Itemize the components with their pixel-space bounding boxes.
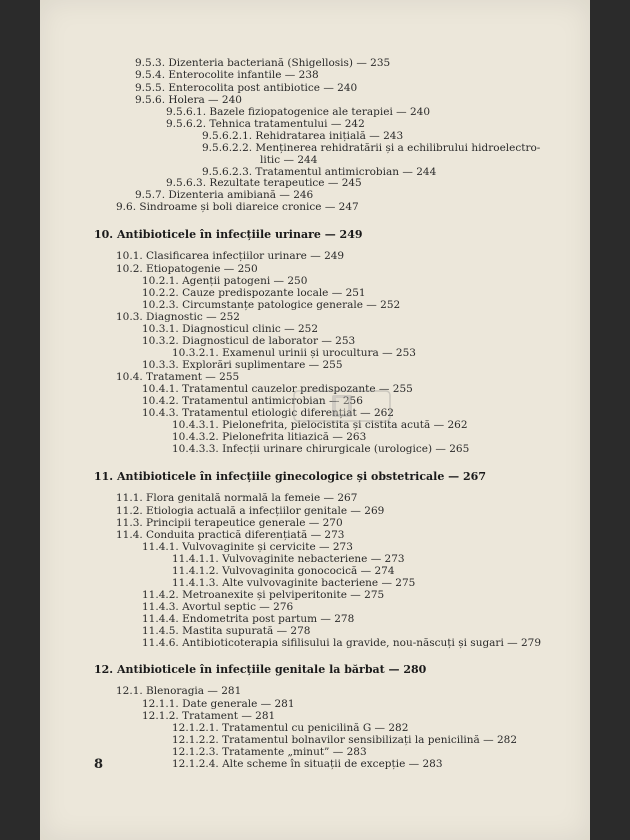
chapter-heading: 11. Antibioticele în infecțiile ginecologice și obstetricale — 267 — [94, 470, 486, 483]
toc-entry: 9.5.6. Holera — 240 — [135, 94, 242, 106]
toc-entry: 9.5.6.3. Rezultate terapeutice — 245 — [166, 177, 362, 189]
toc-entry: 10.4.3.1. Pielonefrita, pielocistita și cistita acută — 262 — [172, 419, 468, 431]
toc-entry: 10.3.3. Explorări suplimentare — 255 — [142, 359, 343, 371]
toc-entry: 9.5.4. Enterocolite infantile — 238 — [135, 69, 319, 81]
toc-entry: 10.1. Clasificarea infecțiilor urinare — 249 — [116, 250, 345, 262]
toc-entry: 10.4.3.2. Pielonefrita litiazică — 263 — [172, 431, 367, 443]
toc-entry: 10.2.2. Cauze predispozante locale — 251 — [142, 287, 366, 299]
toc-entry: 11.4.1.2. Vulvovaginita gonococică — 274 — [172, 565, 395, 577]
toc-entry: 12.1. Blenoragia — 281 — [116, 685, 242, 697]
chapter-heading: 12. Antibioticele în infecțiile genitale la bărbat — 280 — [94, 663, 427, 676]
toc-entry: 10.4.1. Tratamentul cauzelor predispozante — 255 — [142, 383, 413, 395]
toc-entry: 10.3.1. Diagnosticul clinic — 252 — [142, 323, 319, 335]
toc-entry: 9.5.6.2.3. Tratamentul antimicrobian — 244 — [202, 166, 437, 178]
toc-entry: 11.3. Principii terapeutice generale — 270 — [116, 517, 343, 529]
toc-entry: 9.5.6.1. Bazele fiziopatogenice ale terapiei — 240 — [166, 106, 431, 118]
toc-entry: 12.1.2. Tratament — 281 — [142, 710, 276, 722]
toc-entry: 10.3.2.1. Examenul urinii și urocultura — 253 — [172, 347, 416, 359]
toc-entry: 9.5.6.2. Tehnica tratamentului — 242 — [166, 118, 365, 130]
toc-entry: 10.2.1. Agenții patogeni — 250 — [142, 275, 308, 287]
toc-entry: 11.4.2. Metroanexite și pelviperitonite — 275 — [142, 589, 385, 601]
toc-entry: 11.2. Etiologia actuală a infecțiilor genitale — 269 — [116, 505, 385, 517]
toc-entry: 10.4.3. Tratamentul etiologic diferențiat — 262 — [142, 407, 394, 419]
toc-entry: 9.5.7. Dizenteria amibiană — 246 — [135, 189, 314, 201]
toc-entry: 12.1.2.3. Tratamente „minut” — 283 — [172, 746, 367, 758]
toc-entry: 10.2.3. Circumstanțe patologice generale — 252 — [142, 299, 401, 311]
toc-entry: 11.4.3. Avortul septic — 276 — [142, 601, 294, 613]
toc-entry: 11.4.6. Antibioticoterapia sifilisului la gravide, nou-născuți și sugari — 279 — [142, 637, 542, 649]
toc-entry: 10.4.2. Tratamentul antimicrobian — 256 — [142, 395, 363, 407]
toc-entry: 11.4.4. Endometrita post partum — 278 — [142, 613, 355, 625]
toc-entry: 11.4.1.1. Vulvovaginite nebacteriene — 273 — [172, 553, 405, 565]
book-page — [40, 0, 590, 840]
toc-entry: 11.4.1.3. Alte vulvovaginite bacteriene — 275 — [172, 577, 416, 589]
toc-entry: 11.4.1. Vulvovaginite și cervicite — 273 — [142, 541, 353, 553]
toc-entry: 10.3. Diagnostic — 252 — [116, 311, 240, 323]
toc-entry: 11.4.5. Mastita supurată — 278 — [142, 625, 311, 637]
toc-entry: 9.5.5. Enterocolita post antibiotice — 240 — [135, 82, 358, 94]
toc-entry: litic — 244 — [260, 154, 318, 166]
toc-entry: 9.5.6.2.1. Rehidratarea inițială — 243 — [202, 130, 404, 142]
toc-entry: 9.6. Sindroame și boli diareice cronice — 247 — [116, 201, 359, 213]
toc-entry: 9.5.3. Dizenteria bacteriană (Shigellosis) — 235 — [135, 57, 391, 69]
toc-entry: 10.3.2. Diagnosticul de laborator — 253 — [142, 335, 356, 347]
toc-entry: 12.1.2.2. Tratamentul bolnavilor sensibilizați la penicilină — 282 — [172, 734, 518, 746]
toc-entry: 10.4. Tratament — 255 — [116, 371, 240, 383]
toc-entry: 10.4.3.3. Infecții urinare chirurgicale (urologice) — 265 — [172, 443, 470, 455]
toc-entry: 9.5.6.2.2. Menținerea rehidratării și a echilibrului hidroelectro- — [202, 142, 541, 154]
chapter-heading: 10. Antibioticele în infecțiile urinare — 249 — [94, 228, 363, 241]
toc-entry: 12.1.2.1. Tratamentul cu penicilină G — 282 — [172, 722, 409, 734]
page-number: 8 — [94, 757, 104, 772]
toc-entry: 12.1.2.4. Alte scheme în situații de excepție — 283 — [172, 758, 443, 770]
toc-entry: 11.1. Flora genitală normală la femeie — 267 — [116, 492, 358, 504]
toc-entry: 12.1.1. Date generale — 281 — [142, 698, 295, 710]
toc-entry: 11.4. Conduita practică diferențiată — 273 — [116, 529, 345, 541]
toc-entry: 10.2. Etiopatogenie — 250 — [116, 263, 258, 275]
